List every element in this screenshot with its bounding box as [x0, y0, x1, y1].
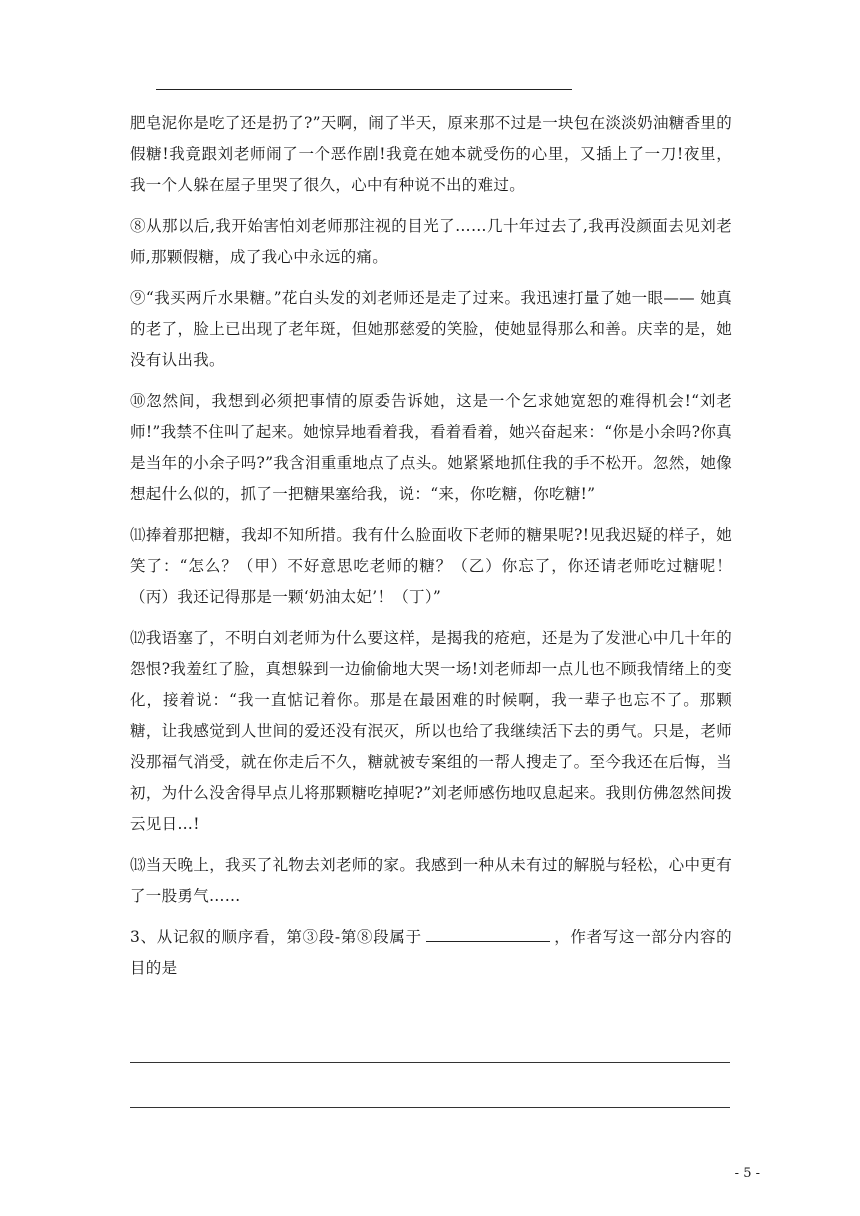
paragraph-8: ⑧从那以后,我开始害怕刘老师那注视的目光了……几十年过去了,我再没颜面去见刘老师,那颗假糖，成了我心中永远的痛。	[130, 217, 732, 266]
document-body	[130, 108, 732, 994]
paragraph-13: ⒀当天晚上，我买了礼物去刘老师的家。我感到一种从未有过的解脱与轻松，心中更有了一股勇气……	[130, 856, 732, 905]
top-rule	[156, 89, 572, 90]
paragraph-7-continued: 肥皂泥你是吃了还是扔了?”天啊，闹了半天，原来那不过是一块包在淡淡奶油糖香里的假糖!我竟跟刘老师闹了一个恶作剧!我竟在她本就受伤的心里，又插上了一刀!夜里，我一个人躲在屋子里哭了很久，心中有种说不出的难过。	[130, 114, 732, 194]
paragraph-12: ⑿我语塞了，不明白刘老师为什么要这样，是揭我的疮疤，还是为了发泄心中几十年的怨恨?我羞红了脸，真想躲到一边偷偷地大哭一场!刘老师却一点儿也不顾我情绪上的变化，接着说：“我一直惦记着你。那是在最困难的时候啊，我一辈子也忘不了。那颗糖，让我感觉到人世间的爱还没有泯灭，所以也给了我继续活下去的勇气。只是，老师没那福气消受，就在你走后不久，糖就被专案组的一帮人搜走了。至今我还在后悔，当初，为什么没舍得早点儿将那颗糖吃掉呢?”刘老师感伤地叹息起来。我則仿佛忽然间拨云见日…!	[130, 629, 732, 833]
paragraph-11: ⑾捧着那把糖，我却不知所措。我有什么脸面收下老师的糖果呢?!见我迟疑的样子，她笑了：“怎么？（甲）不好意思吃老师的糖？（乙）你忘了，你还请老师吃过糖呢！（丙）我还记得那是一颗‘奶油太妃’！（丁）”	[130, 526, 732, 606]
answer-line-1[interactable]	[130, 1062, 730, 1063]
paragraph-9: ⑨“我买两斤水果糖。”花白头发的刘老师还是走了过来。我迅速打量了她一眼—— 她真的老了，脸上已出现了老年斑，但她那慈爱的笑脸，使她显得那么和善。庆幸的是，她没有认出我。	[130, 289, 732, 369]
answer-blank[interactable]	[426, 923, 550, 942]
paragraph-10: ⑩忽然间，我想到必须把事情的原委告诉她，这是一个乞求她宽恕的难得机会!“刘老师!”我禁不住叫了起来。她惊异地看着我，看着看着，她兴奋起来：“你是小余吗?你真是当年的小余子吗?”我含泪重重地点了点头。她紧紧地抓住我的手不松开。忽然，她像想起什么似的，抓了一把糖果塞给我，说：“来，你吃糖，你吃糖!”	[130, 392, 732, 503]
page-number: - 5 -	[734, 1166, 760, 1181]
question-3-prompt-end: ，作者写这一部分内容的目的是	[130, 928, 732, 977]
question-3-prompt: 3、从记叙的顺序看，第③段-第⑧段属于	[130, 928, 422, 946]
answer-line-2[interactable]	[130, 1107, 730, 1108]
question-3	[130, 922, 732, 984]
